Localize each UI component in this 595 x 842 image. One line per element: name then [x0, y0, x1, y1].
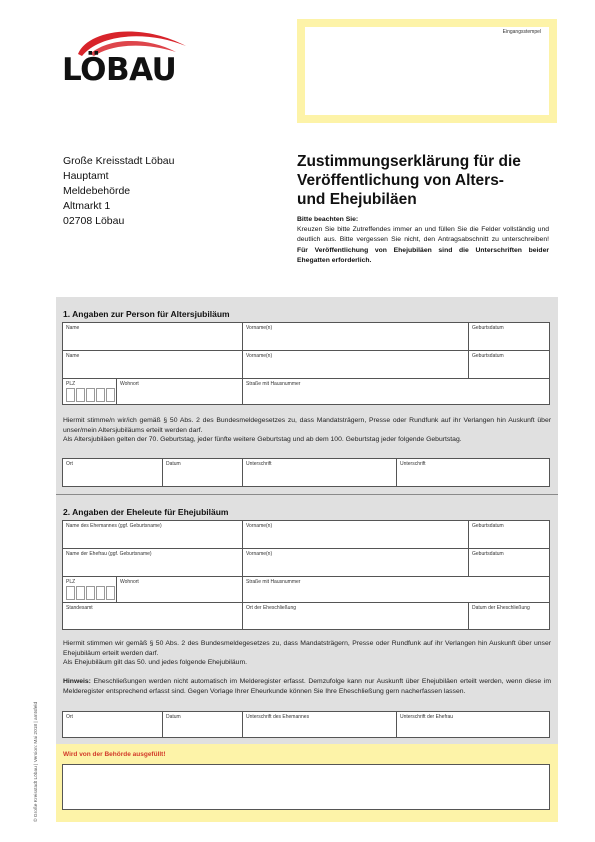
stamp-label: Eingangsstempel [502, 29, 541, 35]
s2-name-wife-field[interactable]: Name der Ehefrau (ggf. Geburtsname) [63, 549, 243, 576]
address-line: Meldebehörde [63, 185, 131, 197]
loebau-logo [60, 24, 190, 86]
s2-vorname-wife-field[interactable]: Vorname(n) [243, 549, 469, 576]
address-block [63, 154, 174, 229]
notice-bold: Für Veröffentlichung von Ehejubiläen sind die Unterschriften beider Ehegatten erforderlich. [297, 246, 549, 264]
s1-strasse-field[interactable]: Straße mit Hausnummer [246, 381, 301, 387]
title-line: Veröffentlichung von Alters- [297, 172, 504, 189]
s1-datum-field[interactable]: Datum [163, 459, 243, 486]
section-divider [56, 494, 558, 495]
s2-row-marriage [62, 602, 550, 630]
s1-row-address [62, 378, 550, 405]
notice [297, 215, 549, 266]
s2-ort-field[interactable]: Ort [63, 712, 163, 737]
page-title [297, 152, 557, 209]
s2-datum-eheschliessung-field[interactable]: Datum der Eheschließung [472, 605, 530, 611]
s2-unterschrift-wife-field[interactable]: Unterschrift der Ehefrau [400, 714, 454, 720]
s1-geburtsdatum2-field[interactable]: Geburtsdatum [472, 353, 504, 359]
s1-row-signature [62, 458, 550, 487]
s1-vorname2-field[interactable]: Vorname(n) [243, 351, 469, 378]
title-line: und Ehejubiläen [297, 191, 417, 208]
s1-wohnort-field[interactable]: Wohnort [117, 379, 243, 404]
plz-boxes [66, 586, 116, 600]
s1-row-person1 [62, 322, 550, 351]
office-use-label: Wird von der Behörde ausgefüllt! [63, 751, 166, 758]
s2-vorname-husband-field[interactable]: Vorname(n) [243, 521, 469, 548]
section1-title: 1. Angaben zur Person für Altersjubiläum [63, 309, 230, 319]
notice-heading: Bitte beachten Sie: [297, 216, 359, 223]
s2-hinweis [63, 677, 551, 696]
section2-title: 2. Angaben der Eheleute für Ehejubiläum [63, 507, 229, 517]
s2-unterschrift-husband-field[interactable]: Unterschrift des Ehemannes [243, 712, 397, 737]
plz-boxes [66, 388, 116, 402]
s2-row-husband [62, 520, 550, 549]
s1-ort-field[interactable]: Ort [63, 459, 163, 486]
title-line: Zustimmungserklärung für die [297, 153, 521, 170]
s2-plz-field[interactable]: PLZ [63, 577, 117, 602]
address-line: Große Kreisstadt Löbau [63, 155, 175, 167]
s2-strasse-field[interactable]: Straße mit Hausnummer [246, 579, 301, 585]
s2-row-address [62, 576, 550, 603]
s2-name-husband-field[interactable]: Name des Ehemannes (ggf. Geburtsname) [63, 521, 243, 548]
s1-name2-field[interactable]: Name [63, 351, 243, 378]
s1-unterschrift2-field[interactable]: Unterschrift [400, 461, 426, 467]
s1-geburtsdatum1-field[interactable]: Geburtsdatum [472, 325, 504, 331]
vertical-footer: © Große Kreisstadt Löbau | Version: Mai 2018 | amtsfeld [34, 701, 39, 822]
s2-geburtsdatum-husband-field[interactable]: Geburtsdatum [472, 523, 504, 529]
s2-standesamt-field[interactable]: Standesamt [63, 603, 243, 629]
s2-geburtsdatum-wife-field[interactable]: Geburtsdatum [472, 551, 504, 557]
s2-ort-eheschliessung-field[interactable]: Ort der Eheschließung [243, 603, 469, 629]
hinweis-text: Eheschließungen werden nicht automatisch im Melderegister erfasst. Demzufolge kann nur Auskunft über Ehejubiläen erteilt werden, wenn diese im Melderegister entsprechend erfasst sind. Gegen Vorlage Ihrer Eheurkunde können Sie Ihre Eheschließung gern nacherfassen lassen. [63, 678, 552, 695]
s2-consent-text: Hiermit stimmen wir gemäß § 50 Abs. 2 des Bundesmeldegesetzes zu, dass Mandatsträgern, Presse oder Rundfunk auf ihr Verlangen hin Auskunft über unser Ehejubiläum erteilt werden darf. Als Ehejubiläum gilt das 50. und jedes folgende Ehejubiläum. [63, 640, 551, 666]
address-line: 02708 Löbau [63, 215, 125, 227]
s1-unterschrift1-field[interactable]: Unterschrift [243, 459, 397, 486]
s1-consent-text: Hiermit stimme/n wir/ich gemäß § 50 Abs. 2 des Bundesmeldegesetzes zu, dass Mandatsträgern, Presse oder Rundfunk auf ihr Verlangen hin Auskunft über unser/mein Altersjubiläums erteilt werden darf. Als Altersjubiläen gelten der 70. Geburtstag, jeder fünfte weitere Geburtstag und ab dem 100. Geburtstag jeder folgende Geburtstag. [63, 417, 551, 443]
s1-vorname1-field[interactable]: Vorname(n) [243, 323, 469, 350]
address-line: Hauptamt [63, 170, 109, 182]
office-use-field[interactable] [62, 764, 550, 810]
stamp-field [297, 19, 557, 123]
s1-plz-field[interactable]: PLZ [63, 379, 117, 404]
s2-row-wife [62, 548, 550, 577]
logo-text: LÖBAU [62, 52, 177, 88]
hinweis-label: Hinweis: [63, 678, 91, 685]
notice-text: Kreuzen Sie bitte Zutreffendes immer an und füllen Sie die Felder vollständig und deutlich aus. Bitte vergessen Sie nicht, den Antragsabschnitt zu unterschreiben! [297, 226, 549, 244]
s1-name1-field[interactable]: Name [63, 323, 243, 350]
address-line: Altmarkt 1 [63, 200, 111, 212]
s2-wohnort-field[interactable]: Wohnort [117, 577, 243, 602]
s1-row-person2 [62, 350, 550, 379]
s2-row-signature [62, 711, 550, 738]
s2-datum-field[interactable]: Datum [163, 712, 243, 737]
